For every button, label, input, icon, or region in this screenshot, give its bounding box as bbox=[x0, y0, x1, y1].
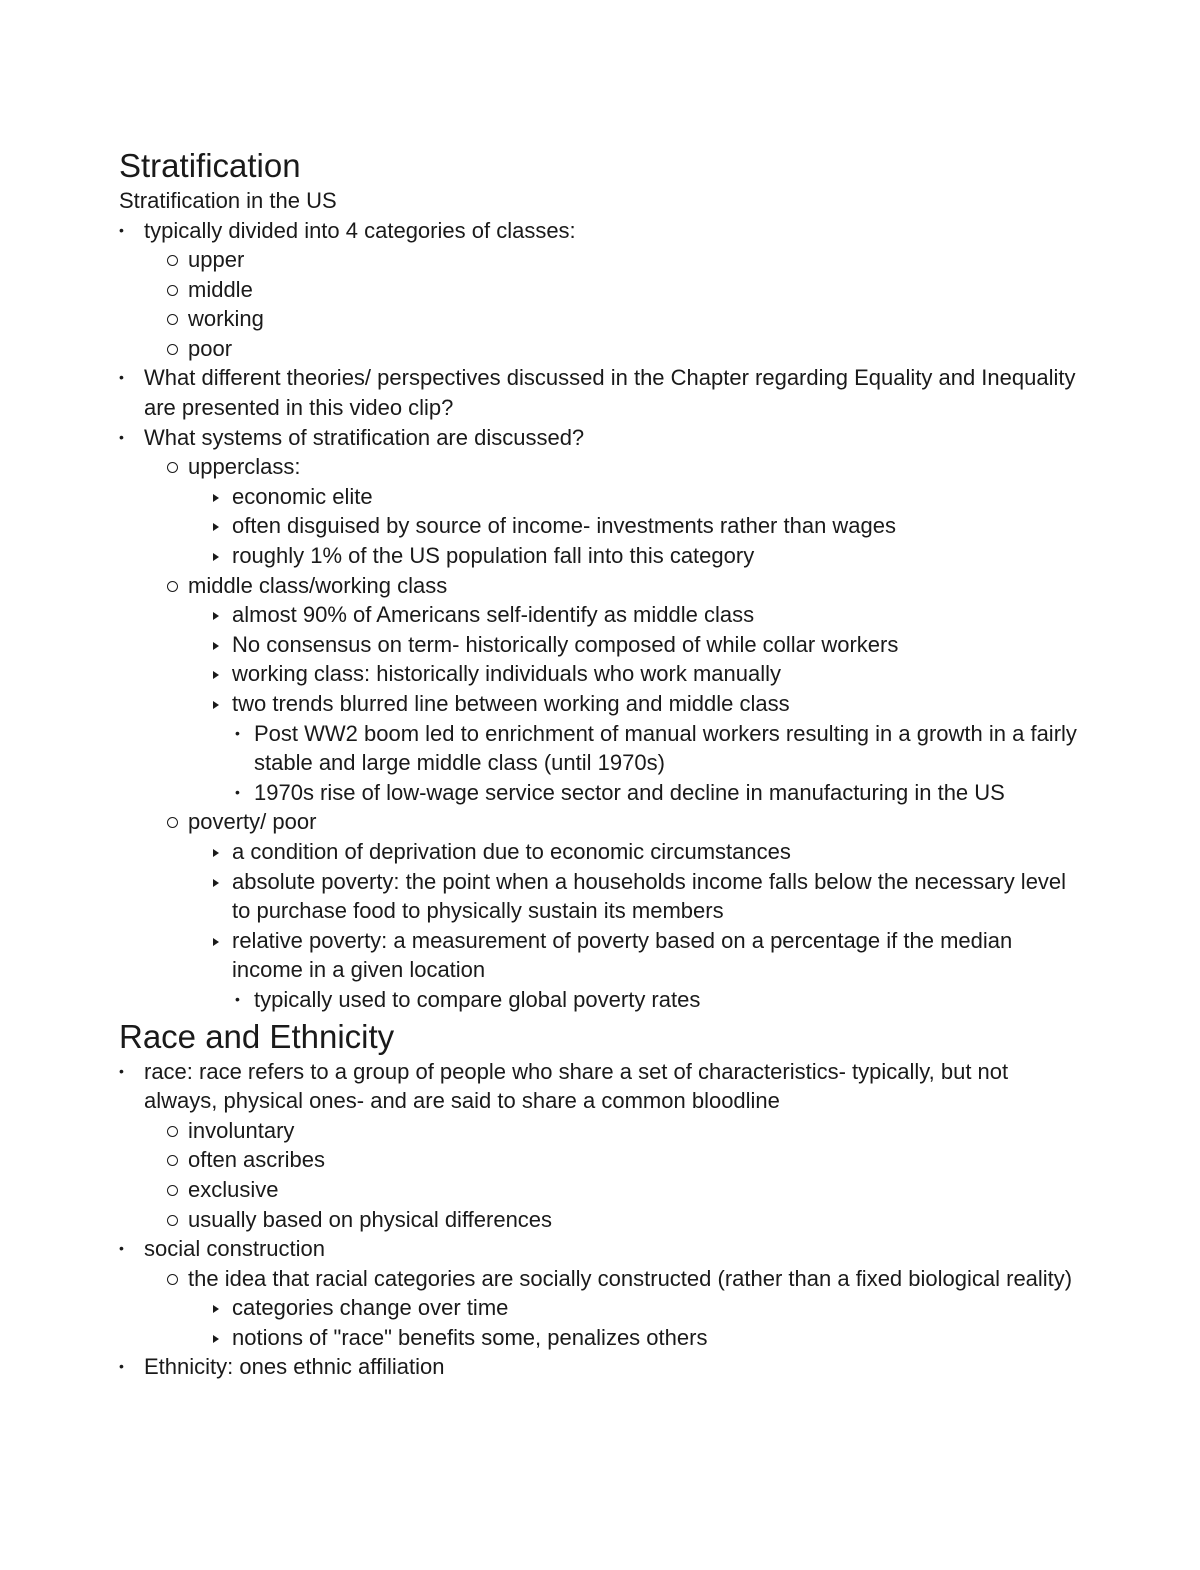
item-text: race: race refers to a group of people who share a set of characteristics- typically, but not always, physical ones- and are said to share a common bloodline bbox=[144, 1058, 1009, 1114]
item-text: relative poverty: a measurement of poverty based on a percentage if the median income in a given location bbox=[232, 927, 1013, 983]
triangle-bullet-icon bbox=[213, 523, 219, 531]
item-text: economic elite bbox=[232, 483, 373, 509]
section-title-race: Race and Ethnicity bbox=[119, 1017, 395, 1055]
list-item bbox=[119, 216, 1079, 364]
item-text: poverty/ poor bbox=[188, 809, 317, 835]
item-text: upperclass: bbox=[188, 454, 301, 480]
item-text: What systems of stratification are discussed? bbox=[144, 424, 585, 450]
list-item bbox=[119, 1057, 1079, 1235]
list-item bbox=[144, 275, 1079, 305]
circle-bullet-icon bbox=[167, 255, 178, 266]
bullet-icon bbox=[119, 423, 124, 453]
relative-poverty-notes bbox=[232, 985, 1079, 1015]
item-text: What different theories/ perspectives discussed in the Chapter regarding Equality and Inequality are presented in this video clip? bbox=[144, 365, 1076, 421]
item-text: involuntary bbox=[188, 1117, 295, 1143]
list-item bbox=[188, 511, 1079, 541]
circle-bullet-icon bbox=[167, 314, 178, 325]
item-text: almost 90% of Americans self-identify as middle class bbox=[232, 602, 755, 628]
bullet-icon bbox=[119, 1352, 124, 1382]
triangle-bullet-icon bbox=[213, 553, 219, 561]
bullet-icon bbox=[119, 216, 124, 246]
circle-bullet-icon bbox=[167, 1274, 178, 1285]
triangle-bullet-icon bbox=[213, 612, 219, 620]
middleclass-points bbox=[188, 600, 1079, 807]
poverty-points bbox=[188, 837, 1079, 1015]
item-text: categories change over time bbox=[232, 1295, 509, 1321]
item-text: working bbox=[188, 306, 264, 332]
list-item bbox=[188, 1293, 1079, 1323]
item-text: exclusive bbox=[188, 1176, 279, 1202]
list-item bbox=[188, 630, 1079, 660]
list-item bbox=[188, 926, 1079, 1015]
item-text: two trends blurred line between working and middle class bbox=[232, 691, 790, 716]
list-item bbox=[188, 867, 1079, 926]
list-item bbox=[144, 807, 1079, 1014]
list-item bbox=[119, 363, 1079, 422]
list-item bbox=[188, 482, 1079, 512]
item-text: usually based on physical differences bbox=[188, 1206, 553, 1232]
item-text: social construction bbox=[144, 1236, 325, 1262]
item-text: absolute poverty: the point when a households income falls below the necessary level to purchase food to physically sustain its members bbox=[232, 868, 1067, 924]
bullet-icon bbox=[119, 1234, 124, 1264]
item-text: typically divided into 4 categories of classes: bbox=[144, 217, 576, 243]
list-item bbox=[144, 1205, 1079, 1235]
triangle-bullet-icon bbox=[213, 494, 219, 502]
triangle-bullet-icon bbox=[213, 1305, 219, 1313]
list-item bbox=[144, 452, 1079, 570]
circle-bullet-icon bbox=[167, 1215, 178, 1226]
stratification-list bbox=[119, 216, 1079, 1015]
item-text: No consensus on term- historically composed of while collar workers bbox=[232, 631, 899, 657]
list-item bbox=[119, 423, 1079, 1015]
list-item bbox=[232, 985, 1079, 1015]
list-item bbox=[188, 1323, 1079, 1353]
item-text: middle class/working class bbox=[188, 572, 448, 598]
race-traits-list bbox=[144, 1116, 1079, 1234]
circle-bullet-icon bbox=[167, 344, 178, 355]
social-points bbox=[188, 1293, 1079, 1352]
triangle-bullet-icon bbox=[213, 1335, 219, 1343]
item-text: roughly 1% of the US population fall into this category bbox=[232, 543, 755, 569]
list-item bbox=[188, 689, 1079, 807]
item-text: often disguised by source of income- investments rather than wages bbox=[232, 513, 897, 539]
list-item bbox=[144, 571, 1079, 808]
triangle-bullet-icon bbox=[213, 879, 219, 887]
list-item bbox=[144, 1145, 1079, 1175]
circle-bullet-icon bbox=[167, 817, 178, 828]
item-text: often ascribes bbox=[188, 1147, 325, 1173]
list-item bbox=[144, 245, 1079, 275]
item-text: 1970s rise of low-wage service sector and decline in manufacturing in the US bbox=[254, 779, 1005, 805]
notes-content bbox=[119, 146, 1079, 1382]
upperclass-points bbox=[188, 482, 1079, 571]
social-construction-list bbox=[144, 1264, 1079, 1353]
race-section bbox=[119, 1017, 1079, 1383]
list-item bbox=[144, 1175, 1079, 1205]
circle-bullet-icon bbox=[167, 1126, 178, 1137]
list-item bbox=[188, 837, 1079, 867]
list-item bbox=[144, 1264, 1079, 1353]
item-text: poor bbox=[188, 335, 233, 361]
circle-bullet-icon bbox=[167, 285, 178, 296]
list-item bbox=[119, 1352, 1079, 1382]
triangle-bullet-icon bbox=[213, 671, 219, 679]
item-text: Post WW2 boom led to enrichment of manual workers resulting in a growth in a fairly stable and large middle class (until 1970s) bbox=[254, 720, 1077, 776]
bullet-icon bbox=[119, 1057, 124, 1087]
item-text: the idea that racial categories are socially constructed (rather than a fixed biological reality) bbox=[188, 1265, 1073, 1291]
triangle-bullet-icon bbox=[213, 642, 219, 650]
list-item bbox=[232, 778, 1079, 808]
triangle-bullet-icon bbox=[213, 849, 219, 857]
triangle-bullet-icon bbox=[213, 938, 219, 946]
list-item bbox=[188, 659, 1079, 689]
section-title-stratification: Stratification bbox=[119, 147, 301, 184]
circle-bullet-icon bbox=[167, 581, 178, 592]
list-item bbox=[144, 334, 1079, 364]
item-text: notions of "race" benefits some, penalizes others bbox=[232, 1324, 708, 1350]
item-text: a condition of deprivation due to economic circumstances bbox=[232, 838, 791, 864]
bullet-icon bbox=[119, 363, 124, 393]
bullet-icon bbox=[235, 778, 240, 808]
systems-list bbox=[144, 452, 1079, 1014]
trends-list bbox=[232, 719, 1079, 808]
bullet-icon bbox=[235, 719, 240, 749]
circle-bullet-icon bbox=[167, 1155, 178, 1166]
bullet-icon bbox=[235, 985, 240, 1015]
list-item bbox=[119, 1234, 1079, 1352]
item-text: typically used to compare global poverty rates bbox=[254, 986, 701, 1012]
class-list bbox=[144, 245, 1079, 363]
subtitle-stratification-us: Stratification in the US bbox=[119, 188, 337, 213]
list-item bbox=[188, 600, 1079, 630]
list-item bbox=[144, 1116, 1079, 1146]
race-list bbox=[119, 1057, 1079, 1383]
item-text: middle bbox=[188, 276, 253, 302]
circle-bullet-icon bbox=[167, 1185, 178, 1196]
item-text: upper bbox=[188, 247, 245, 273]
circle-bullet-icon bbox=[167, 462, 178, 473]
item-text: Ethnicity: ones ethnic affiliation bbox=[144, 1354, 445, 1380]
list-item bbox=[232, 719, 1079, 778]
list-item bbox=[144, 304, 1079, 334]
item-text: working class: historically individuals who work manually bbox=[232, 661, 781, 687]
triangle-bullet-icon bbox=[213, 701, 219, 709]
list-item bbox=[188, 541, 1079, 571]
